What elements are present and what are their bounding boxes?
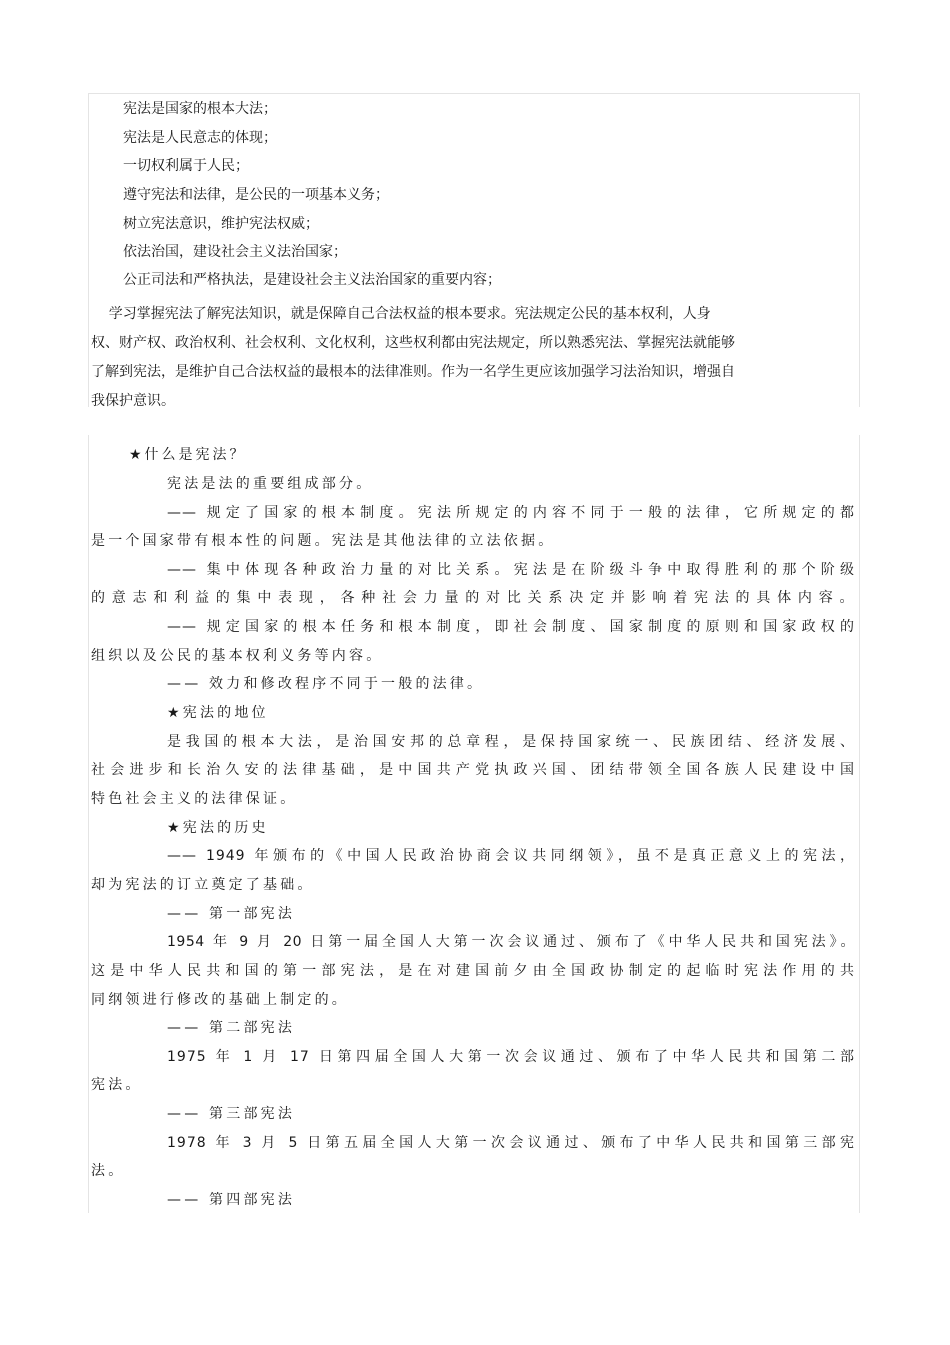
summary-line: 遵守宪法和法律，是公民的一项基本义务； — [123, 187, 389, 203]
subheading-second-constitution: —— 第二部宪法 — [167, 1020, 296, 1036]
body-line: 法。 — [91, 1163, 126, 1179]
body-line: —— 效力和修改程序不同于一般的法律。 — [167, 676, 485, 692]
body-line: —— 集中体现各种政治力量的对比关系。宪法是在阶级斗争中取得胜利的那个阶级 — [167, 562, 855, 578]
section-heading-history: ★宪法的历史 — [167, 820, 269, 836]
summary-line: 宪法是人民意志的体现； — [123, 130, 277, 146]
body-line: 1975 年 1 月 17 日第四届全国人大第一次会议通过、颁布了中华人民共和国第二部 — [167, 1049, 855, 1065]
summary-block — [88, 93, 860, 407]
subheading-first-constitution: —— 第一部宪法 — [167, 906, 296, 922]
body-line: 1954 年 9 月 20 日第一届全国人大第一次会议通过、颁布了《中华人民共和国宪法》。 — [167, 934, 855, 950]
body-line: 是我国的根本大法，是治国安邦的总章程，是保持国家统一、民族团结、经济发展、 — [167, 734, 855, 750]
body-line: —— 规定国家的根本任务和根本制度，即社会制度、国家制度的原则和国家政权的 — [167, 619, 855, 635]
subheading-third-constitution: —— 第三部宪法 — [167, 1106, 296, 1122]
body-line: 1978 年 3 月 5 日第五届全国人大第一次会议通过、颁布了中华人民共和国第三部宪 — [167, 1135, 855, 1151]
body-line: 宪法是法的重要组成部分。 — [167, 476, 374, 492]
summary-line: 一切权利属于人民； — [123, 158, 249, 174]
summary-paragraph — [91, 300, 791, 416]
body-line: —— 1949 年颁布的《中国人民政治协商会议共同纲领》，虽不是真正意义上的宪法， — [167, 848, 855, 864]
body-line: 是一个国家带有根本性的问题。宪法是其他法律的立法依据。 — [91, 533, 556, 549]
body-line: 社会进步和长治久安的法律基础，是中国共产党执政兴国、团结带领全国各族人民建设中国 — [91, 762, 855, 778]
body-line: 却为宪法的订立奠定了基础。 — [91, 877, 315, 893]
body-line: 同纲领进行修改的基础上制定的。 — [91, 992, 349, 1008]
summary-line: 宪法是国家的根本大法； — [123, 101, 277, 117]
body-line: 特色社会主义的法律保证。 — [91, 791, 298, 807]
paragraph-line: 学习掌握宪法了解宪法知识，就是保障自己合法权益的根本要求。宪法规定公民的基本权利，人身 — [91, 306, 711, 322]
body-line: 组织以及公民的基本权利义务等内容。 — [91, 648, 384, 664]
constitution-details-block — [88, 435, 860, 1213]
paragraph-line: 了解到宪法，是维护自己合法权益的最根本的法律准则。作为一名学生更应该加强学习法治知识，增强自 — [91, 364, 735, 380]
body-line: —— 规定了国家的根本制度。宪法所规定的内容不同于一般的法律，它所规定的都 — [167, 505, 855, 521]
summary-line: 树立宪法意识，维护宪法权威； — [123, 216, 319, 232]
body-line: 宪法。 — [91, 1077, 143, 1093]
summary-line: 公正司法和严格执法，是建设社会主义法治国家的重要内容； — [123, 272, 501, 288]
subheading-fourth-constitution: —— 第四部宪法 — [167, 1192, 296, 1208]
paragraph-line: 我保护意识。 — [91, 393, 175, 409]
summary-line: 依法治国，建设社会主义法治国家； — [123, 244, 347, 260]
section-heading-what: ★什么是宪法？ — [129, 447, 247, 463]
body-line: 这是中华人民共和国的第一部宪法，是在对建国前夕由全国政协制定的起临时宪法作用的共 — [91, 963, 855, 979]
paragraph-line: 权、财产权、政治权利、社会权利、文化权利，这些权利都由宪法规定，所以熟悉宪法、掌握宪法就能够 — [91, 335, 735, 351]
section-heading-status: ★宪法的地位 — [167, 705, 269, 721]
body-line: 的意志和利益的集中表现，各种社会力量的对比关系决定并影响着宪法的具体内容。 — [91, 590, 855, 606]
